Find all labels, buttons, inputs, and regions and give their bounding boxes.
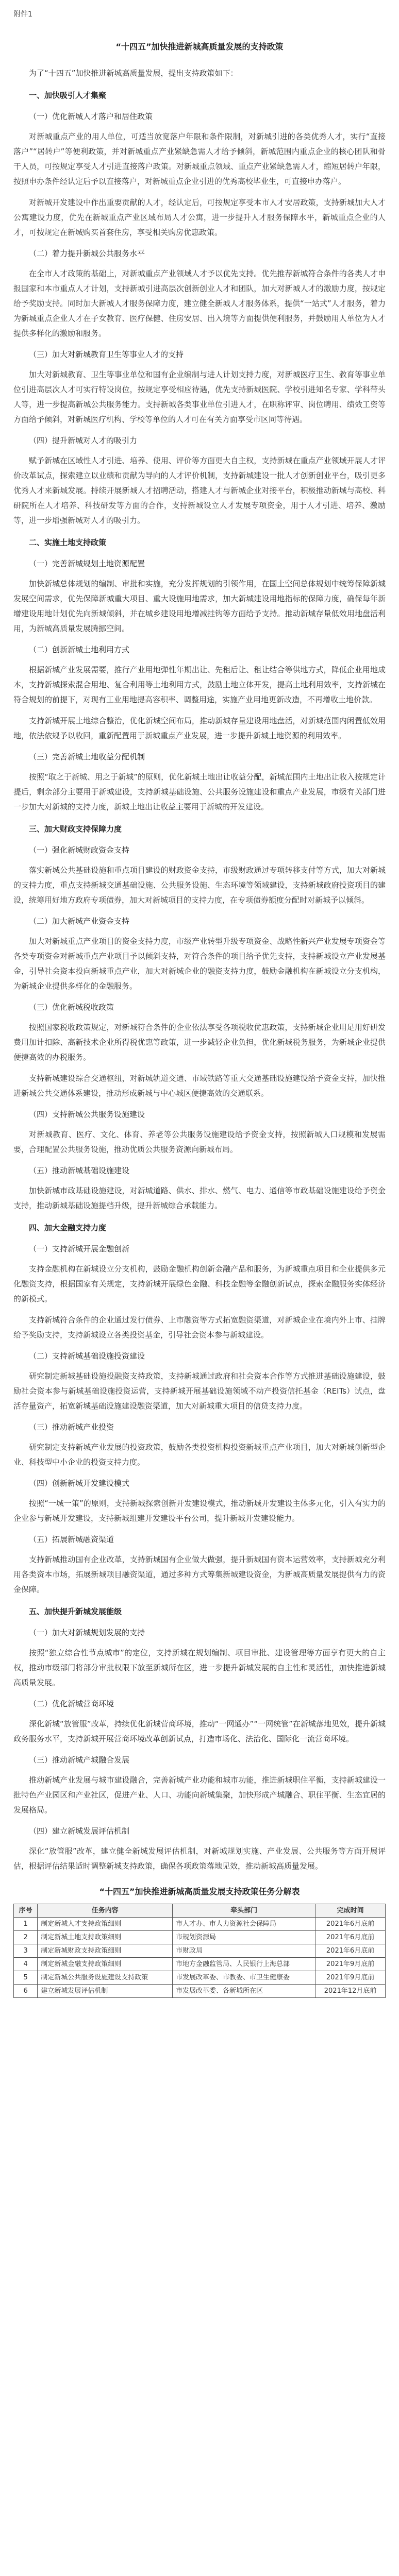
subsection-heading: （四）创新新城开发建设模式 — [29, 1479, 130, 1488]
table-row — [14, 1944, 386, 1958]
subsection-heading: （一）完善新城规划土地资源配置 — [29, 559, 145, 568]
body-paragraph: 深化“放管服”改革，建立健全新城发展评估机制，对新城规划实施、产业发展、公共服务等方面开展评估，根据评估结果适时调整新城支持政策，确保各项政策落地见效，推动新城高质量发展。 — [13, 1846, 386, 1871]
subsection-heading: （四）建立新城发展评估机制 — [29, 1826, 130, 1836]
body-paragraph: 根据新城产业发展需要，推行产业用地弹性年期出让、先租后让、租让结合等供地方式，降低企业用地成本，支持新城探索混合用地、复合利用等土地利用方式，鼓励土地立体开发，提高土地利用效率，支持新城在符合规划的前提下，对现有工业用地提高容积率、调整用途，实施产业用地更新改造，不再增收土地价款。 — [13, 665, 386, 704]
body-paragraph: 支持金融机构在新城设立分支机构，鼓励金融机构创新金融产品和服务，为新城重点项目和企业提供多元化融资支持，根据国家有关规定，支持新城开展绿色金融、科技金融等金融创新试点，探索金融服务实体经济的新模式。 — [13, 1264, 386, 1303]
body-paragraph: 研究制定新城基础设施投融资支持政策，支持新城通过政府和社会资本合作等方式推进基础设施建设，鼓励社会资本参与新城基础设施投资运营，支持新城开展基础设施领域不动产投资信托基金（REITs）试点，盘活存量资产，拓宽新城基础设施建设融资渠道，加大对新城重大项目的信贷支持力度。 — [13, 1371, 386, 1411]
body-paragraph: 支持新城推动国有企业改革，支持新城国有企业做大做强，提升新城国有资本运营效率，支持新城充分利用各类资本市场，拓展新城项目融资渠道，通过多种方式筹集新城建设资金，为新城高质量发展提供有力的资金保障。 — [13, 1555, 386, 1594]
body-paragraph: 在全市人才政策的基础上，对新城重点产业领域人才予以优先支持。优先推荐新城符合条件的各类人才申报国家和本市重点人才计划，支持新城引进高层次创新创业人才和团队，加大对新城人才的激励力度，按规定给予奖励支持。同时加大新城人才服务保障力度，建立健全新城人才服务体系，提供“一站式”人才服务，着力为新城重点企业人才在子女教育、医疗保健、住房安居、出入境等方面提供便利服务，并鼓励用人单位为人才提供多样化的激励和服务。 — [13, 269, 386, 338]
section-heading: 二、实施土地支持政策 — [29, 538, 107, 547]
body-paragraph: 支持新城建设综合交通枢纽，对新城轨道交通、市域铁路等重大交通基础设施建设给予资金支持，加快推进新城公共交通体系建设，推动形成新城与中心城区便捷高效的交通联系。 — [13, 1074, 386, 1098]
table-cell: 制定新城土地支持政策细则 — [38, 1931, 173, 1944]
table-header-cell: 任务内容 — [38, 1904, 173, 1918]
body-paragraph: 落实新城公共基础设施和重点项目建设的财政资金支持，市级财政通过专项转移支付等方式，加大对新城的支持力度，重点支持新城交通基础设施、公共服务设施、生态环境等领域建设，支持新城政府投资项目的建设，统筹用好地方政府专项债券，加大对新城项目的支持力度，在专项债券额度分配时对新城予以倾斜。 — [13, 866, 386, 905]
task-table — [13, 1904, 386, 1998]
table-cell: 5 — [14, 1971, 38, 1985]
body-paragraph: 深化新城“放管服”改革，持续优化新城营商环境，推动“一网通办”“一网统管”在新城落地见效，提升新城政务服务水平，支持新城开展营商环境改革创新试点，打造市场化、法治化、国际化一流营商环境。 — [13, 1719, 386, 1743]
section-heading: 三、加大财政支持保障力度 — [29, 824, 122, 834]
table-row — [14, 1971, 386, 1985]
table-cell: 制定新城金融支持政策细则 — [38, 1958, 173, 1971]
subsection-heading: （二）支持新城基础设施投资建设 — [29, 1351, 145, 1361]
table-cell: 4 — [14, 1958, 38, 1971]
table-cell: 制定新城财政支持政策细则 — [38, 1944, 173, 1958]
subsection-heading: （三）推动新城产城融合发展 — [29, 1755, 130, 1765]
table-cell: 2021年9月底前 — [315, 1971, 386, 1985]
body-paragraph: 按照国家税收政策规定，对新城符合条件的企业依法享受各项税收优惠政策，支持新城企业用足用好研发费用加计扣除、高新技术企业所得税优惠等政策，进一步减轻企业负担，优化新城税务服务，为新城企业提供便捷高效的办税服务。 — [13, 1023, 386, 1062]
table-cell: 市发展改革委、各新城所在区 — [172, 1985, 315, 1998]
subsection-heading: （五）拓展新城融资渠道 — [29, 1535, 114, 1544]
table-cell: 市发展改革委、市教委、市卫生健康委 — [172, 1971, 315, 1985]
document-title: “十四五”加快推进新城高质量发展的支持政策 — [115, 42, 284, 52]
subsection-heading: （二）着力提升新城公共服务水平 — [29, 249, 145, 258]
body-paragraph: 加大对新城教育、卫生等事业单位和国有企业编制与进人计划支持力度，对新城医疗卫生、教育等事业单位引进高层次人才可实行特设岗位，按规定享受相应待遇，优先支持新城医院、学校引进知名专家、学科带头人等，进一步提高新城公共服务能力。支持新城各类事业单位引进人才，在职称评审、岗位聘用、绩效工资等方面给予倾斜，对新城医疗机构、学校等单位的人才可在有关方面享受市区同等待遇。 — [13, 370, 386, 424]
section-heading: 一、加快吸引人才集聚 — [29, 91, 107, 100]
subsection-heading: （三）推动新城产业投资 — [29, 1422, 114, 1432]
subsection-heading: （二）加大新城产业资金支持 — [29, 917, 130, 926]
table-cell: 市人才办、市人力资源社会保障局 — [172, 1918, 315, 1931]
body-paragraph: 支持新城开展土地综合整治，优化新城空间布局，推动新城存量建设用地盘活，对新城范围内闲置低效用地，依法依规予以收回，重新配置用于新城重点产业发展，进一步提升新城土地资源的利用效率。 — [13, 716, 386, 740]
table-header-row — [14, 1904, 386, 1918]
subsection-heading: （一）强化新城财政资金支持 — [29, 845, 130, 855]
body-paragraph: 推动新城产业发展与城市建设融合，完善新城产业功能和城市功能，推进新城职住平衡，支持新城建设一批特色产业园区和产业社区，促进产业、人口、功能向新城集聚，加快形成产城融合、职住平衡、生态宜居的发展格局。 — [13, 1775, 386, 1815]
table-row — [14, 1918, 386, 1931]
table-row — [14, 1958, 386, 1971]
subsection-heading: （一）加大对新城规划发展的支持 — [29, 1628, 145, 1637]
table-cell: 2 — [14, 1931, 38, 1944]
subsection-heading: （四）提升新城对人才的吸引力 — [29, 436, 138, 445]
table-cell: 2021年12月底前 — [315, 1985, 386, 1998]
attachment-label: 附件1 — [13, 10, 32, 19]
table-cell: 2021年9月底前 — [315, 1958, 386, 1971]
subsection-heading: （三）加大对新城教育卫生等事业人才的支持 — [29, 350, 184, 359]
body-paragraph: 对新城重点产业的用人单位，可适当放宽落户年限和条件限制，对新城引进的各类优秀人才，实行“直接落户”“居转户”等便利政策，并对新城重点产业紧缺急需人才给予倾斜，新城范围内重点企业的核心团队和骨干人员，可按规定享受人才引进直接落户政策。对新城重点领域、重点产业紧缺急需人才，缩短居转户年限，按照申办条件经认定后予以直接落户，对新城重点企业引进的优秀高校毕业生，可直接申办落户。 — [13, 132, 386, 186]
table-cell: 建立新城发展评估机制 — [38, 1985, 173, 1998]
table-cell: 市地方金融监管局、人民银行上海总部 — [172, 1958, 315, 1971]
table-cell: 制定新城公共服务设施建设支持政策 — [38, 1971, 173, 1985]
table-cell: 1 — [14, 1918, 38, 1931]
section-heading: 五、加快提升新城发展能级 — [29, 1607, 122, 1616]
table-body — [14, 1918, 386, 1998]
body-paragraph: 加快新城市政基础设施建设，对新城道路、供水、排水、燃气、电力、通信等市政基础设施建设给予资金支持，推动新城基础设施提档升级，提升新城综合承载能力。 — [13, 1186, 386, 1210]
table-cell: 2021年6月底前 — [315, 1944, 386, 1958]
subsection-heading: （五）推动新城基础设施建设 — [29, 1166, 130, 1175]
table-cell: 市规划资源局 — [172, 1931, 315, 1944]
body-paragraph: 按照“一城一策”的原则，支持新城探索创新开发建设模式，推动新城开发建设主体多元化，引入有实力的企业参与新城开发建设，支持新城组建开发建设平台公司，提升新城开发建设能力。 — [13, 1499, 386, 1523]
table-row — [14, 1931, 386, 1944]
body-paragraph: 按照“独立综合性节点城市”的定位，支持新城在规划编制、项目审批、建设管理等方面享有更大的自主权，推动市级部门将部分审批权限下放至新城所在区，进一步提升新城发展的自主性和灵活性，加快推进新城高质量发展。 — [13, 1648, 386, 1687]
table-title: “十四五”加快推进新城高质量发展支持政策任务分解表 — [99, 1887, 300, 1896]
table-header-cell: 完成时间 — [315, 1904, 386, 1918]
body-paragraph: 对新城开发建设中作出重要贡献的人才，经认定后，可按规定享受本市人才安居政策，支持新城加大人才公寓建设力度，优先在新城重点产业区域布局人才公寓，进一步提升人才服务保障水平，新城重点企业的人才，可按规定在新城购买首套住房，享受相关购房优惠政策。 — [13, 198, 386, 237]
table-row — [14, 1985, 386, 1998]
body-paragraph: 加快新城总体规划的编制、审批和实施，充分发挥规划的引领作用，在国土空间总体规划中统筹保障新城发展空间需求，优先保障新城重大项目、重大设施用地需求，加大新城建设用地指标的保障力度，确保每年新增建设用地计划优先向新城倾斜，并在城乡建设用地增减挂钩等方面给予支持。推动新城存量低效用地盘活利用，为新城高质量发展腾挪空间。 — [13, 579, 386, 633]
table-cell: 制定新城人才支持政策细则 — [38, 1918, 173, 1931]
body-paragraph: 对新城教育、医疗、文化、体育、养老等公共服务设施建设给予资金支持，按照新城人口规模和发展需要，合理配置公共服务设施，推动优质公共服务资源向新城布局。 — [13, 1130, 386, 1154]
table-header-cell: 牵头部门 — [172, 1904, 315, 1918]
intro-paragraph: 为了“十四五”加快推进新城高质量发展，提出支持政策如下： — [29, 69, 238, 78]
subsection-heading: （一）优化新城人才落户和居住政策 — [29, 112, 153, 121]
subsection-heading: （二）创新新城土地利用方式 — [29, 645, 130, 654]
subsection-heading: （三）完善新城土地收益分配机制 — [29, 752, 145, 761]
subsection-heading: （三）优化新城税收政策 — [29, 1003, 114, 1012]
table-cell: 市财政局 — [172, 1944, 315, 1958]
body-paragraph: 赋予新城在区域性人才引进、培养、使用、评价等方面更大自主权，支持新城在重点产业领域开展人才评价改革试点，探索建立以业绩和贡献为导向的人才评价机制，支持新城建设一批人才创新创业平台，吸引更多优秀人才来新城发展。持续开展新城人才招聘活动，搭建人才与新城企业对接平台，积极推动新城与高校、科研院所在人才培养、科技研发等方面的合作，支持新城设立人才发展专项资金，用于人才引进、培养、激励等，进一步增强新城对人才的吸引力。 — [13, 456, 386, 525]
table-header-cell: 序号 — [14, 1904, 38, 1918]
body-paragraph: 支持新城符合条件的企业通过发行债券、上市融资等方式拓宽融资渠道，对新城企业在境内外上市、挂牌给予奖励支持，支持新城设立各类投资基金，引导社会资本参与新城建设。 — [13, 1315, 386, 1340]
section-heading: 四、加大金融支持力度 — [29, 1223, 107, 1232]
subsection-heading: （四）支持新城公共服务设施建设 — [29, 1110, 145, 1119]
subsection-heading: （二）优化新城营商环境 — [29, 1699, 114, 1708]
body-paragraph: 加大对新城重点产业项目的资金支持力度，市级产业转型升级专项资金、战略性新兴产业发展专项资金等各类专项资金对新城重点产业项目予以倾斜支持，对符合条件的项目给予优先支持，支持新城设立产业发展基金，引导社会资本投向新城重点产业，加大对新城企业的融资支持力度，鼓励金融机构在新城设立分支机构，为新城企业提供多样化的金融服务。 — [13, 937, 386, 991]
subsection-heading: （一）支持新城开展金融创新 — [29, 1244, 130, 1253]
table-cell: 2021年6月底前 — [315, 1931, 386, 1944]
body-paragraph: 研究制定支持新城产业发展的投资政策，鼓励各类投资机构投资新城重点产业项目，加大对新城创新型企业、科技型中小企业的投资支持力度。 — [13, 1443, 386, 1467]
table-cell: 3 — [14, 1944, 38, 1958]
table-cell: 2021年6月底前 — [315, 1918, 386, 1931]
document-body — [13, 88, 386, 1874]
table-cell: 6 — [14, 1985, 38, 1998]
body-paragraph: 按照“取之于新城、用之于新城”的原则，优化新城土地出让收益分配，新城范围内土地出让收入按规定计提后，剩余部分主要用于新城建设，支持新城基础设施、公共服务设施建设和重点产业发展，市级有关部门进一步加大对新城的支持力度，新城土地出让收益主要用于新城的开发建设。 — [13, 772, 386, 811]
